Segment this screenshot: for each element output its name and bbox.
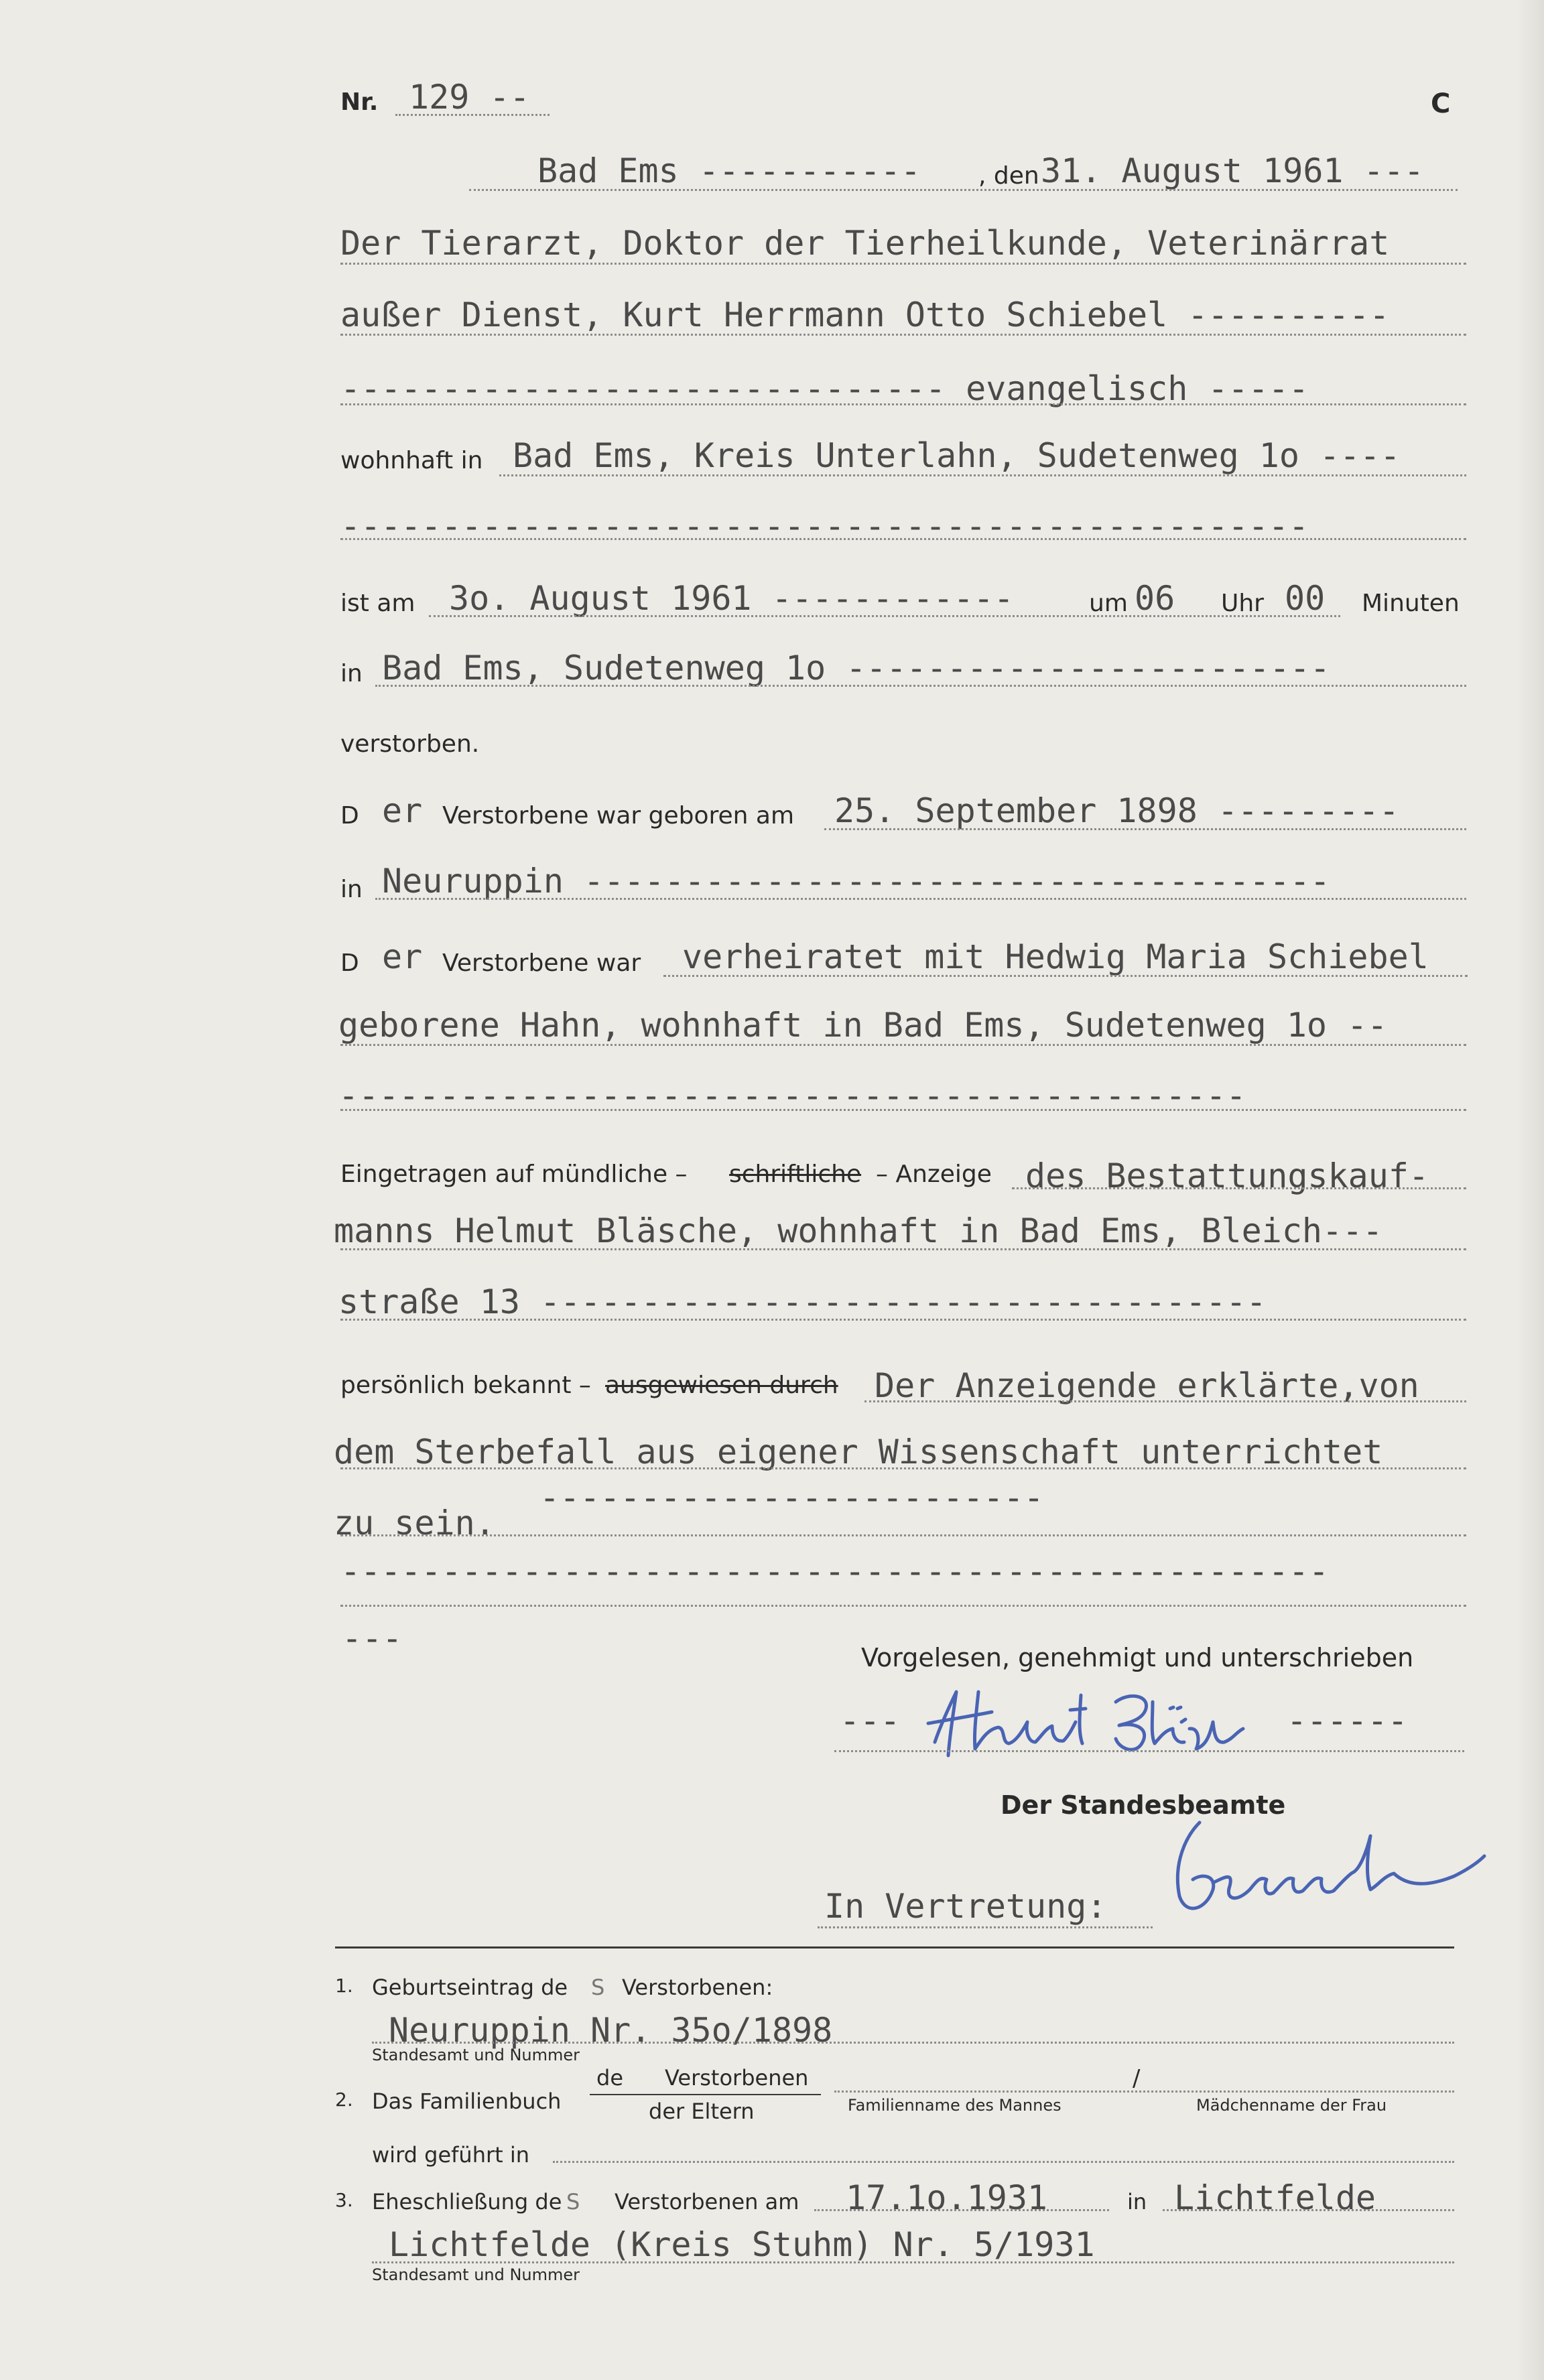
- person-line-3-religion: ------------------------------ evangelisch -----: [340, 369, 1309, 408]
- record-number-dotline: [395, 114, 550, 116]
- date-dotline: [469, 189, 1458, 191]
- footer-item-3-caption: Standesamt und Nummer: [372, 2265, 580, 2284]
- birth-date-dotline: [824, 828, 1466, 830]
- known-dotline-3: [340, 1534, 1466, 1536]
- footer-item-2-caption-wife: Mädchenname der Frau: [1196, 2096, 1387, 2115]
- register-letter: C: [1431, 88, 1451, 119]
- known-line-4: -------------------------------------------------: [340, 1552, 1330, 1591]
- footer-item-2-wird: wird geführt in: [372, 2142, 530, 2168]
- footer-item-1-label-2: Verstorbenen:: [622, 1975, 773, 2000]
- footer-item-2-dotline-2: [553, 2161, 1454, 2163]
- verstorben-label: verstorben.: [340, 730, 480, 758]
- entry-dotline: [1012, 1187, 1466, 1189]
- footer-item-2-number: 2.: [335, 2089, 353, 2111]
- known-line-5: ---: [342, 1619, 403, 1658]
- record-date-value: 31. August 1961 ---: [1041, 151, 1424, 190]
- known-line-3a: zu sein.: [334, 1504, 495, 1542]
- signature-dashes-left: ---: [840, 1701, 901, 1740]
- uhr-label: Uhr: [1221, 590, 1264, 617]
- birth-place-in-label: in: [340, 876, 363, 903]
- person-line-2: außer Dienst, Kurt Herrmann Otto Schiebel ----------: [340, 295, 1390, 334]
- footer-item-2-fraction-line: [590, 2094, 821, 2095]
- entry-value: des Bestattungskauf-: [1025, 1156, 1429, 1195]
- footer-item-1-dotline: [372, 2042, 1454, 2044]
- entry-dotline-2: [340, 1248, 1466, 1250]
- death-minute-value: 00: [1285, 579, 1326, 618]
- known-line-2: dem Sterbefall aus eigener Wissenschaft unterrichtet: [334, 1433, 1383, 1471]
- footer-rule: [335, 1946, 1454, 1948]
- entry-label: Eingetragen auf mündliche –: [340, 1161, 688, 1188]
- footer-item-3-fill: S: [566, 2189, 580, 2214]
- entry-struck-written: schriftliche: [729, 1161, 862, 1188]
- death-place-value: Bad Ems, Sudetenweg 1o ------------------------: [382, 649, 1330, 687]
- person-dotline-3: [340, 403, 1466, 405]
- entry-line-3: straße 13 ------------------------------------: [338, 1282, 1267, 1321]
- birth-gender-fill: er: [382, 791, 423, 830]
- footer-item-3-dotline: [372, 2261, 1454, 2263]
- footer-item-3-number: 3.: [335, 2189, 353, 2211]
- footer-item-2-de: de: [596, 2065, 623, 2091]
- residence-dotline: [499, 474, 1466, 476]
- residence-dotline-2: [340, 538, 1466, 540]
- vertretung-label: In Vertretung:: [824, 1887, 1107, 1926]
- vertretung-dotline: [818, 1926, 1153, 1928]
- um-label: um: [1089, 590, 1128, 617]
- footer-item-3-label-2: Verstorbenen am: [615, 2189, 799, 2214]
- page-edge-shadow: [1517, 0, 1544, 2380]
- footer-item-1-caption: Standesamt und Nummer: [372, 2046, 580, 2064]
- footer-item-3-in: in: [1127, 2189, 1147, 2214]
- record-number-label: Nr.: [340, 88, 379, 116]
- married-value: verheiratet mit Hedwig Maria Schiebel: [682, 937, 1429, 976]
- footer-item-1-label: Geburtseintrag de: [372, 1975, 568, 2000]
- footer-item-3-date: 17.1o.1931: [846, 2178, 1048, 2217]
- footer-item-2-slash: /: [1133, 2065, 1141, 2092]
- entry-label-anzeige: – Anzeige: [876, 1161, 992, 1188]
- married-d-label: D: [340, 949, 359, 977]
- known-value: Der Anzeigende erklärte,von: [875, 1366, 1419, 1405]
- residence-line-2: ------------------------------------------------: [340, 507, 1309, 545]
- person-dotline-2: [340, 334, 1466, 336]
- footer-item-2-caption-husband: Familienname des Mannes: [848, 2096, 1062, 2115]
- person-dotline-1: [340, 263, 1466, 265]
- footer-item-2-label: Das Familienbuch: [372, 2089, 562, 2114]
- birth-label: Verstorbene war geboren am: [442, 802, 795, 830]
- footer-item-3-place: Lichtfelde: [1174, 2178, 1376, 2217]
- death-place-dotline: [375, 685, 1466, 687]
- footer-item-1-value: Neuruppin Nr. 35o/1898: [389, 2011, 833, 2050]
- death-hour-value: 06: [1135, 579, 1175, 618]
- known-label: persönlich bekannt –: [340, 1372, 591, 1399]
- footer-item-2-dotline: [834, 2091, 1454, 2093]
- signature-dotline: [834, 1750, 1464, 1752]
- married-label: Verstorbene war: [442, 949, 641, 977]
- footer-item-2-parents: der Eltern: [649, 2099, 755, 2124]
- signature-dashes-right: ------: [1287, 1701, 1408, 1740]
- death-place-in-label: in: [340, 660, 363, 687]
- death-date-dotline: [429, 615, 1340, 617]
- read-approved-signed-label: Vorgelesen, genehmigt und unterschrieben: [861, 1643, 1414, 1672]
- residence-value: Bad Ems, Kreis Unterlahn, Sudetenweg 1o ----: [513, 436, 1401, 475]
- death-date-value: 3o. August 1961 ------------: [449, 579, 1014, 618]
- footer-item-2-deceased: Verstorbenen: [665, 2065, 809, 2091]
- married-dotline-3: [340, 1109, 1466, 1111]
- married-dotline: [663, 975, 1468, 977]
- footer-item-3-value: Lichtfelde (Kreis Stuhm) Nr. 5/1931: [389, 2225, 1095, 2264]
- record-number-value: 129 --: [409, 78, 530, 117]
- place-value: Bad Ems -----------: [537, 151, 921, 190]
- birth-place-value: Neuruppin -------------------------------------: [382, 862, 1330, 901]
- birth-date-value: 25. September 1898 ---------: [834, 791, 1399, 830]
- registrar-title: Der Standesbeamte: [1001, 1790, 1286, 1820]
- footer-item-1-fill: S: [591, 1975, 605, 2000]
- den-label: , den: [978, 162, 1039, 190]
- known-dotline-4: [340, 1605, 1466, 1607]
- known-dotline: [864, 1400, 1466, 1402]
- footer-item-1-number: 1.: [335, 1975, 353, 1997]
- known-struck: ausgewiesen durch: [605, 1372, 838, 1399]
- known-line-3b: -------------------------: [539, 1478, 1044, 1517]
- person-line-1: Der Tierarzt, Doktor der Tierheilkunde, Veterinärrat: [340, 224, 1390, 263]
- married-line-3: ---------------------------------------------: [338, 1076, 1246, 1115]
- entry-dotline-3: [340, 1319, 1466, 1321]
- birth-place-dotline: [375, 898, 1466, 900]
- entry-line-2: manns Helmut Bläsche, wohnhaft in Bad Ems, Bleich---: [334, 1211, 1383, 1250]
- residence-label: wohnhaft in: [340, 447, 483, 474]
- birth-d-label: D: [340, 802, 359, 830]
- footer-item-3-label: Eheschließung de: [372, 2189, 562, 2214]
- footer-item-3-date-dotline: [814, 2209, 1109, 2211]
- footer-item-3-place-dotline: [1163, 2209, 1454, 2211]
- married-dotline-2: [340, 1044, 1466, 1046]
- married-gender-fill: er: [382, 937, 423, 976]
- married-line-2: geborene Hahn, wohnhaft in Bad Ems, Sudetenweg 1o --: [338, 1006, 1388, 1045]
- known-dotline-2: [340, 1467, 1466, 1469]
- minuten-label: Minuten: [1362, 590, 1460, 617]
- registrar-handwritten-signature: [1139, 1809, 1488, 1930]
- died-on-label: ist am: [340, 590, 415, 617]
